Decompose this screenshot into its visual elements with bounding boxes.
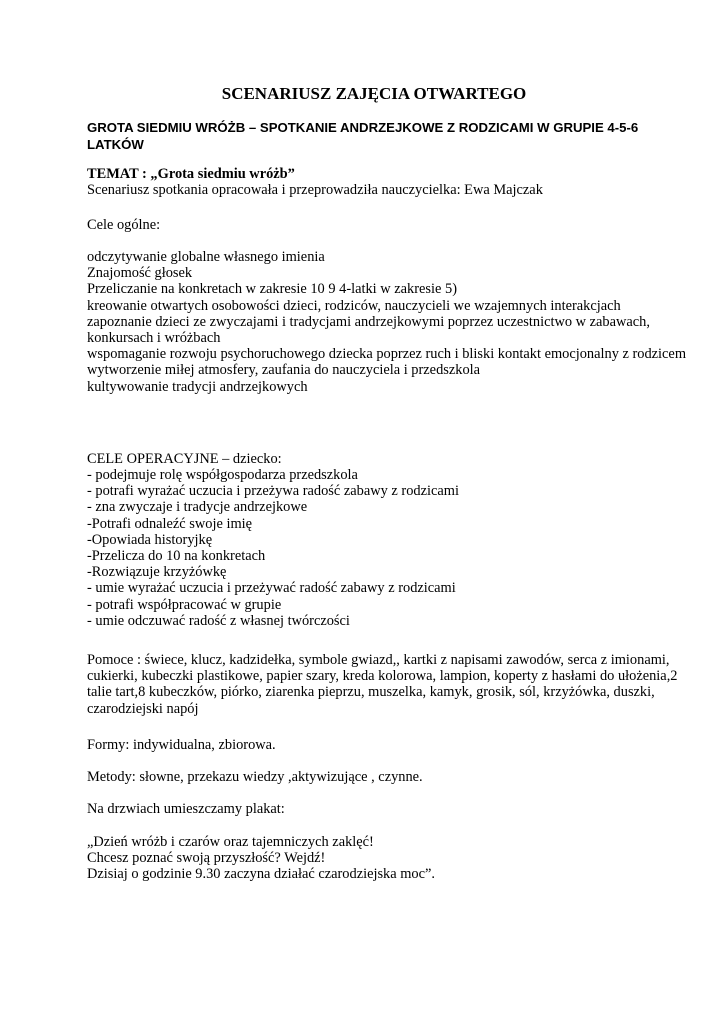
list-item: -Potrafi odnaleźć swoje imię bbox=[87, 515, 253, 532]
list-item: - umie odczuwać radość z własnej twórczości bbox=[87, 612, 350, 629]
list-item: kreowanie otwartych osobowości dzieci, rodziców, nauczycieli we wzajemnych interakcjach bbox=[87, 297, 621, 314]
general-goals-heading: Cele ogólne: bbox=[87, 217, 161, 233]
forms-line: Formy: indywidualna, zbiorowa. bbox=[87, 737, 276, 753]
general-goals-list bbox=[87, 249, 687, 395]
poster-line: „Dzień wróżb i czarów oraz tajemniczych zaklęć! bbox=[87, 834, 374, 850]
list-item: -Opowiada historyjkę bbox=[87, 531, 213, 548]
list-item: - zna zwyczaje i tradycje andrzejkowe bbox=[87, 499, 308, 516]
list-item: odczytywanie globalne własnego imienia bbox=[87, 249, 325, 265]
operational-goals-heading: CELE OPERACYJNE – dziecko: bbox=[87, 451, 282, 467]
list-item: - podejmuje rolę współgospodarza przedszkola bbox=[87, 467, 358, 483]
list-item: Znajomość głosek bbox=[87, 265, 193, 282]
door-intro-line: Na drzwiach umieszczamy plakat: bbox=[87, 801, 285, 817]
list-item: - potrafi współpracować w grupie bbox=[87, 596, 282, 613]
list-item: kultywowanie tradycji andrzejkowych bbox=[87, 378, 308, 395]
poster-line: Chcesz poznać swoją przyszłość? Wejdź! bbox=[87, 850, 326, 867]
topic-section bbox=[87, 166, 687, 198]
aids-paragraph: Pomoce : świece, klucz, kadzidełka, symbole gwiazd,, kartki z napisami zawodów, serca z imionami, cukierki, kubeczki plastikowe, papier szary, kreda kolorowa, lampion, koperty z hasłami do ułożenia,2 talie tart,8 kubeczków, piórko, ziarenka pieprzu, muszelka, kamyk, grosik, sól, krzyżówka, duszki, czarodziejski napój bbox=[87, 652, 678, 717]
list-item: - potrafi wyrażać uczucia i przeżywa radość zabawy z rodzicami bbox=[87, 483, 459, 500]
methods-line: Metody: słowne, przekazu wiedzy ,aktywizujące , czynne. bbox=[87, 769, 423, 785]
operational-goals-list bbox=[87, 467, 687, 629]
list-item: Przeliczanie na konkretach w zakresie 10 9 4-latki w zakresie 5) bbox=[87, 281, 457, 298]
list-item: -Przelicza do 10 na konkretach bbox=[87, 548, 266, 565]
document-subtitle: GROTA SIEDMIU WRÓŻB – SPOTKANIE ANDRZEJKOWE Z RODZICAMI W GRUPIE 4-5-6 LATKÓW bbox=[87, 120, 639, 152]
document-title: SCENARIUSZ ZAJĘCIA OTWARTEGO bbox=[221, 84, 527, 103]
list-item: -Rozwiązuje krzyżówkę bbox=[87, 564, 227, 581]
poster-text bbox=[87, 834, 687, 883]
poster-line: Dzisiaj o godzinie 9.30 zaczyna działać czarodziejska moc”. bbox=[87, 866, 436, 883]
topic-line: TEMAT : „Grota siedmiu wróżb” bbox=[87, 166, 295, 182]
list-item: zapoznanie dzieci ze zwyczajami i tradycjami andrzejkowymi poprzez uczestnictwo w zabawach, konkursach i wróżbach bbox=[87, 313, 650, 347]
author-line: Scenariusz spotkania opracowała i przeprowadziła nauczycielka: Ewa Majczak bbox=[87, 182, 543, 199]
list-item: - umie wyrażać uczucia i przeżywać radość zabawy z rodzicami bbox=[87, 580, 456, 597]
list-item: wytworzenie miłej atmosfery, zaufania do nauczyciela i przedszkola bbox=[87, 362, 481, 379]
list-item: wspomaganie rozwoju psychoruchowego dziecka poprzez ruch i bliski kontakt emocjonalny z rodzicem bbox=[87, 346, 687, 363]
